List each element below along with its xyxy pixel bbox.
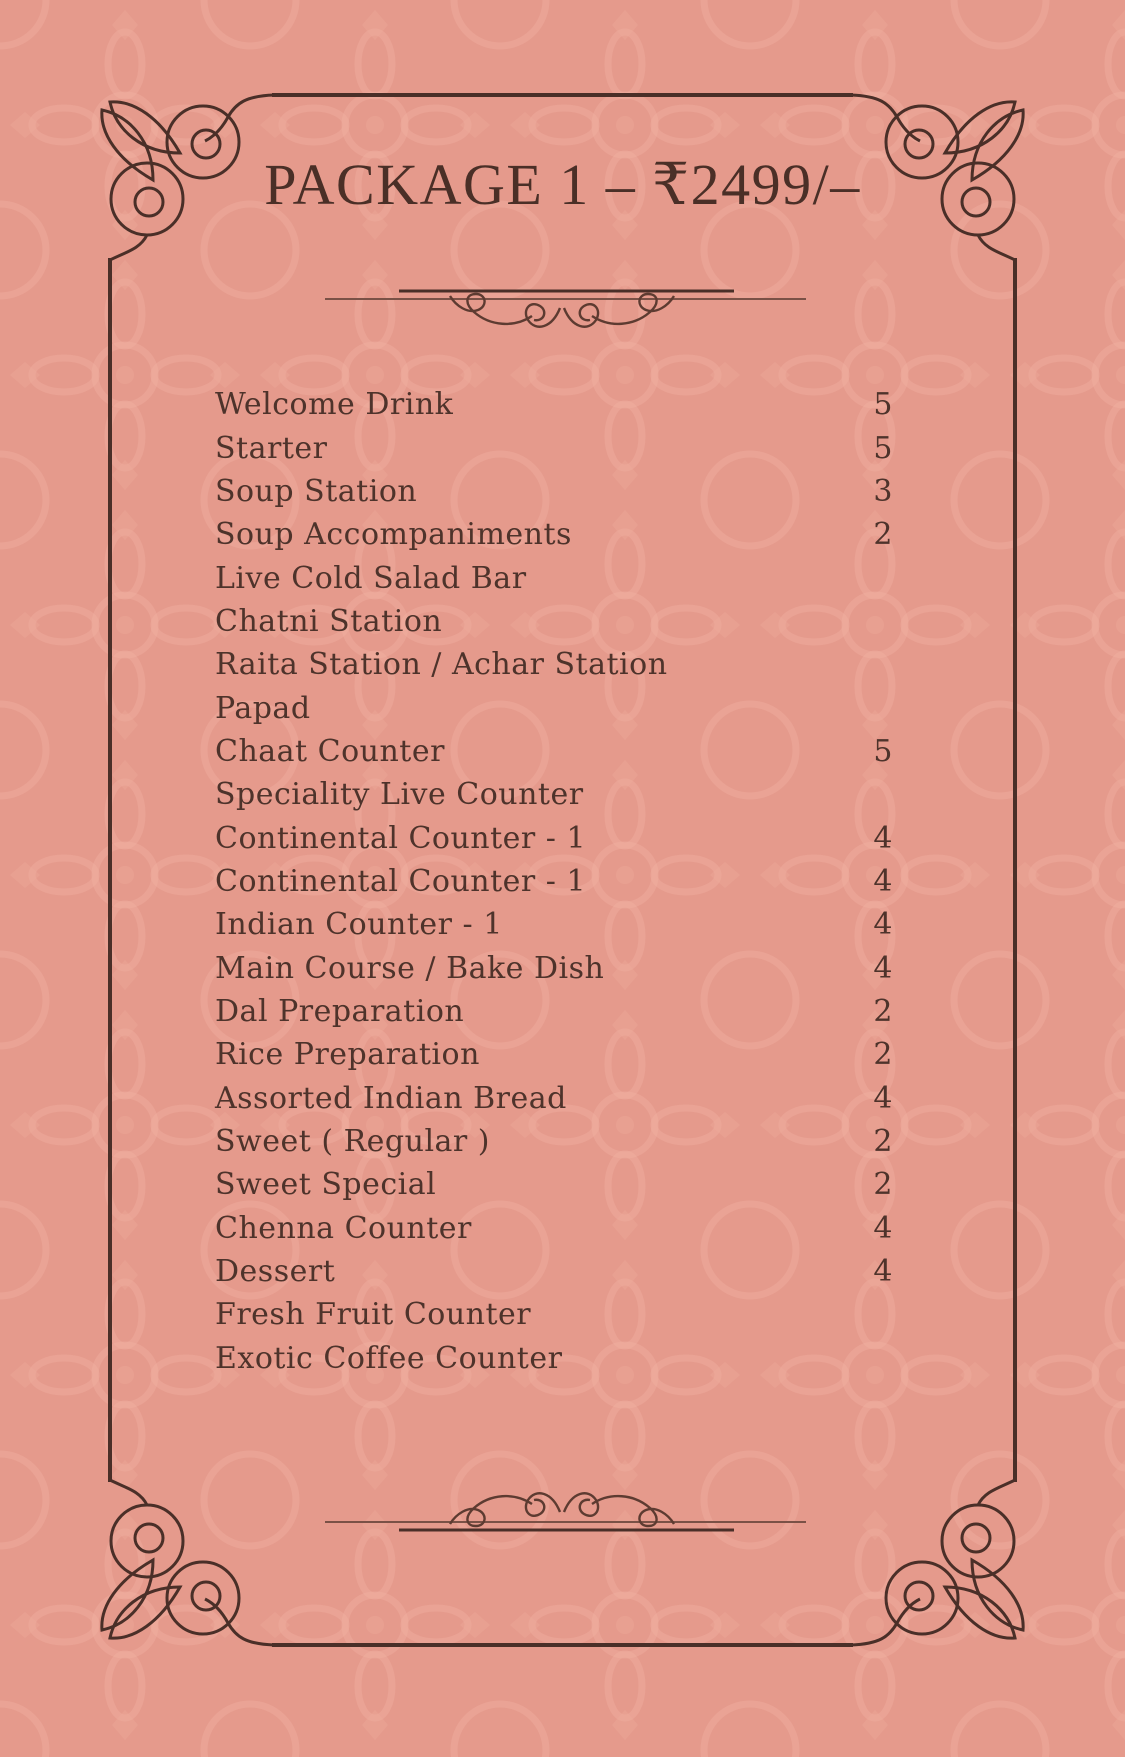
menu-row	[215, 1337, 893, 1380]
item-name: Chenna Counter	[215, 1210, 472, 1246]
menu-row	[215, 383, 893, 426]
item-count: 5	[873, 387, 893, 423]
menu-row	[215, 470, 893, 513]
item-name: Sweet Special	[215, 1167, 437, 1203]
menu-row	[215, 730, 893, 773]
item-name: Continental Counter - 1	[215, 863, 587, 899]
item-count: 4	[873, 1254, 893, 1290]
package-title: PACKAGE 1 – ₹2499/–	[264, 152, 861, 217]
menu-row	[215, 773, 893, 816]
item-name: Sweet ( Regular )	[215, 1124, 490, 1160]
menu-row	[215, 1077, 893, 1120]
item-count: 4	[873, 863, 893, 899]
item-name: Welcome Drink	[215, 387, 454, 423]
item-count: 2	[873, 1037, 893, 1073]
menu-row	[215, 1250, 893, 1293]
item-name: Live Cold Salad Bar	[215, 560, 527, 596]
item-count: 4	[873, 820, 893, 856]
menu-row	[215, 600, 893, 643]
item-count: 4	[873, 907, 893, 943]
item-count: 2	[873, 1167, 893, 1203]
menu-row	[215, 903, 893, 946]
menu-row	[215, 1163, 893, 1206]
item-name: Speciality Live Counter	[215, 777, 584, 813]
item-name: Assorted Indian Bread	[215, 1080, 567, 1116]
item-name: Raita Station / Achar Station	[215, 647, 668, 683]
item-count: 4	[873, 950, 893, 986]
item-count: 3	[873, 473, 893, 509]
item-name: Chatni Station	[215, 603, 443, 639]
menu-row	[215, 990, 893, 1033]
menu-row	[215, 686, 893, 729]
menu-row	[215, 1293, 893, 1336]
item-name: Dal Preparation	[215, 993, 465, 1029]
item-name: Soup Station	[215, 473, 418, 509]
menu-row	[215, 1120, 893, 1163]
item-name: Exotic Coffee Counter	[215, 1340, 563, 1376]
item-name: Soup Accompaniments	[215, 517, 572, 553]
item-name: Starter	[215, 430, 328, 466]
menu-row	[215, 1207, 893, 1250]
menu-row	[215, 946, 893, 989]
item-name: Continental Counter - 1	[215, 820, 587, 856]
item-name: Rice Preparation	[215, 1037, 480, 1073]
item-count: 2	[873, 993, 893, 1029]
menu-item-list	[215, 383, 893, 1380]
item-name: Indian Counter - 1	[215, 907, 503, 943]
item-count: 5	[873, 430, 893, 466]
menu-row	[215, 513, 893, 556]
item-count: 2	[873, 517, 893, 553]
menu-row	[215, 860, 893, 903]
item-name: Dessert	[215, 1254, 336, 1290]
menu-row	[215, 426, 893, 469]
item-count: 5	[873, 733, 893, 769]
item-name: Papad	[215, 690, 311, 726]
item-count: 4	[873, 1210, 893, 1246]
menu-row	[215, 816, 893, 859]
item-count: 2	[873, 1124, 893, 1160]
menu-row	[215, 556, 893, 599]
menu-row	[215, 1033, 893, 1076]
menu-row	[215, 643, 893, 686]
item-name: Chaat Counter	[215, 733, 445, 769]
item-count: 4	[873, 1080, 893, 1116]
item-name: Fresh Fruit Counter	[215, 1297, 532, 1333]
item-name: Main Course / Bake Dish	[215, 950, 605, 986]
